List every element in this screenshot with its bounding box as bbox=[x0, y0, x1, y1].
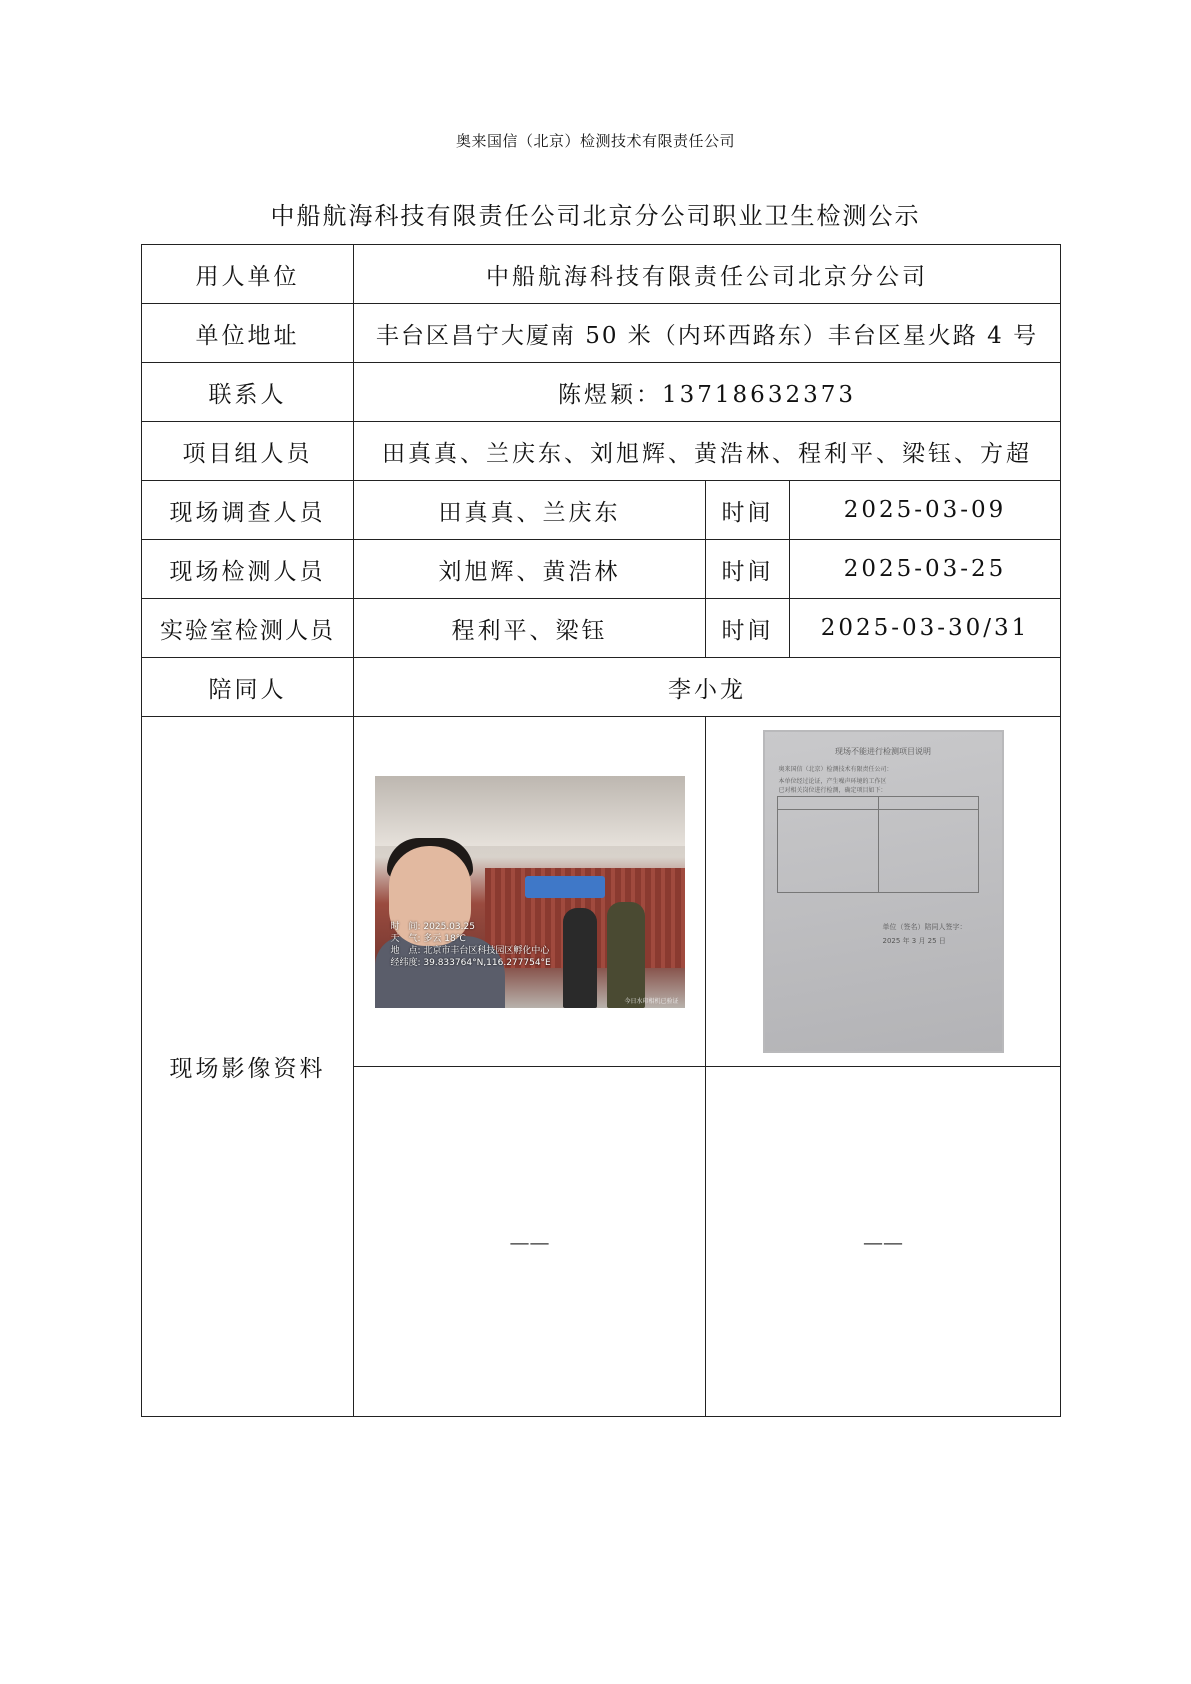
signed-document-photo bbox=[763, 730, 1004, 1053]
row-field bbox=[142, 540, 1061, 599]
photo-logo-sign bbox=[525, 876, 605, 898]
site-selfie-photo bbox=[375, 776, 685, 1008]
doc-line: 奥来国信（北京）检测技术有限责任公司： bbox=[778, 766, 893, 773]
row-media-photos bbox=[142, 717, 1061, 1067]
photo-person bbox=[607, 902, 645, 1008]
row-contact bbox=[142, 363, 1061, 422]
field-label: 现场检测人员 bbox=[142, 540, 354, 599]
doc-line: 已对相关岗位进行检测，确定项目如下： bbox=[778, 787, 887, 794]
row-address bbox=[142, 304, 1061, 363]
companion-label: 陪同人 bbox=[142, 658, 354, 717]
row-lab bbox=[142, 599, 1061, 658]
photo-timestamp-overlay bbox=[391, 921, 551, 969]
lab-value: 程利平、梁钰 bbox=[354, 599, 706, 658]
media-label: 现场影像资料 bbox=[142, 717, 354, 1417]
photo-paper bbox=[765, 732, 1002, 1051]
doc-line: 本单位经过论证，产生噪声环境的工作区 bbox=[778, 778, 887, 785]
empty-cell-left bbox=[354, 1067, 706, 1417]
page-title: 中船航海科技有限责任公司北京分公司职业卫生检测公示 bbox=[270, 202, 921, 230]
row-team bbox=[142, 422, 1061, 481]
team-label: 项目组人员 bbox=[142, 422, 354, 481]
survey-label: 现场调查人员 bbox=[142, 481, 354, 540]
field-value: 刘旭辉、黄浩林 bbox=[354, 540, 706, 599]
lab-label: 实验室检测人员 bbox=[142, 599, 354, 658]
photo-person bbox=[563, 908, 597, 1008]
doc-table bbox=[777, 796, 979, 893]
row-employer bbox=[142, 245, 1061, 304]
survey-time-label: 时间 bbox=[706, 481, 790, 540]
doc-title: 现场不能进行检测项目说明 bbox=[835, 747, 931, 756]
stamp-place: 地 点: 北京市丰台区科技园区孵化中心 bbox=[390, 945, 550, 956]
stamp-time: 时 间: 2025.03.25 bbox=[390, 921, 475, 932]
lab-time-value: 2025-03-30/31 bbox=[790, 599, 1061, 658]
photo-cell-right bbox=[706, 717, 1061, 1067]
empty-dash: —— bbox=[863, 1229, 903, 1254]
row-companion bbox=[142, 658, 1061, 717]
doc-signature-date: 2025 年 3 月 25 日 bbox=[882, 937, 946, 945]
lab-time-label: 时间 bbox=[706, 599, 790, 658]
info-table bbox=[141, 244, 1061, 1417]
empty-dash: —— bbox=[509, 1229, 550, 1254]
doc-signature-line: 单位（签名）陪同人签字： bbox=[882, 923, 967, 931]
row-survey bbox=[142, 481, 1061, 540]
team-value: 田真真、兰庆东、刘旭辉、黄浩林、程利平、梁钰、方超 bbox=[354, 422, 1061, 481]
stamp-weather: 天 气: 多云 18℃ bbox=[390, 933, 466, 944]
address-value: 丰台区昌宁大厦南 50 米（内环西路东）丰台区星火路 4 号 bbox=[354, 304, 1061, 363]
address-label: 单位地址 bbox=[142, 304, 354, 363]
photo-ceiling bbox=[375, 776, 685, 846]
company-header: 奥来国信（北京）检测技术有限责任公司 bbox=[455, 132, 735, 150]
contact-value: 陈煜颖：13718632373 bbox=[354, 363, 1061, 422]
doc-signature bbox=[883, 920, 967, 948]
doc-table-divider bbox=[878, 797, 879, 892]
employer-value: 中船航海科技有限责任公司北京分公司 bbox=[354, 245, 1061, 304]
stamp-coord: 经纬度: 39.833764°N,116.277754°E bbox=[390, 957, 551, 968]
employer-label: 用人单位 bbox=[142, 245, 354, 304]
field-time-label: 时间 bbox=[706, 540, 790, 599]
photo-cell-left bbox=[354, 717, 706, 1067]
survey-value: 田真真、兰庆东 bbox=[354, 481, 706, 540]
empty-cell-right bbox=[706, 1067, 1061, 1417]
companion-value: 李小龙 bbox=[354, 658, 1061, 717]
contact-label: 联系人 bbox=[142, 363, 354, 422]
survey-time-value: 2025-03-09 bbox=[790, 481, 1061, 540]
photo-watermark: 今日水印相机已验证 bbox=[624, 997, 679, 1005]
field-time-value: 2025-03-25 bbox=[790, 540, 1061, 599]
